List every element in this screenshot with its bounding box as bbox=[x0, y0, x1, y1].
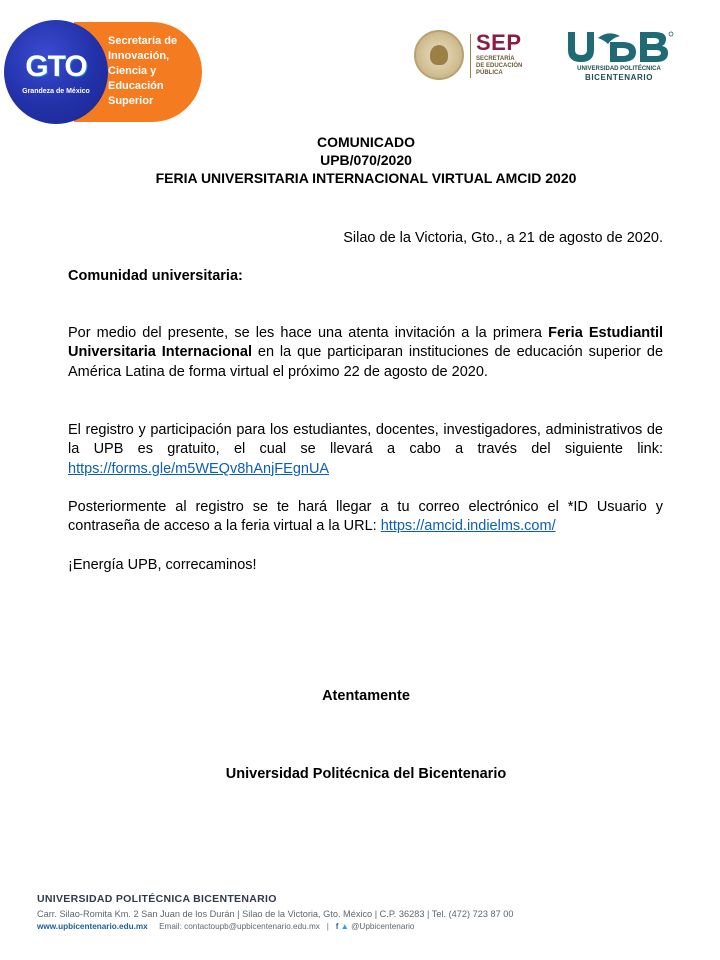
footer-website-link[interactable]: www.upbicentenario.edu.mx bbox=[37, 922, 148, 931]
gto-logo-line: Secretaría de bbox=[108, 35, 178, 47]
document-date: Silao de la Victoria, Gto., a 21 de agosto de 2020. bbox=[343, 230, 663, 246]
registration-link[interactable]: https://forms.gle/m5WEQv8hAnjFEgnUA bbox=[68, 460, 330, 477]
greeting: Comunidad universitaria: bbox=[68, 268, 243, 284]
footer-contact-line bbox=[37, 922, 677, 931]
paragraph-text: El registro y participación para los estudiantes, docentes, investigadores, administrativos de la UPB es gratuito, el cual se llevará a cabo a través del siguiente link: bbox=[68, 422, 663, 458]
paragraph-invitation bbox=[68, 324, 663, 382]
mexico-seal-icon bbox=[414, 30, 464, 80]
footer-separator bbox=[150, 922, 157, 931]
upb-logo-line: UNIVERSIDAD POLITÉCNICA bbox=[577, 66, 661, 72]
upb-logo-mark-icon bbox=[564, 28, 674, 66]
document-heading bbox=[0, 133, 720, 187]
gto-logo-tagline: Grandeza de México bbox=[22, 88, 90, 95]
gto-logo-line: Ciencia y bbox=[108, 65, 157, 77]
paragraph-text: en la que participaran instituciones de educación superior de América Latina de forma virtual el próximo 22 de agosto de 2020. bbox=[68, 344, 664, 380]
paragraph-motto: ¡Energía UPB, correcaminos! bbox=[68, 557, 257, 573]
sep-logo-subtitle bbox=[476, 56, 522, 77]
gto-logo bbox=[4, 20, 202, 124]
sep-logo-line: DE EDUCACIÓN bbox=[476, 63, 523, 69]
heading-line-comunicado: COMUNICADO bbox=[317, 134, 415, 150]
eagle-icon bbox=[430, 45, 448, 65]
facebook-icon[interactable]: f bbox=[335, 922, 339, 931]
gto-logo-line: Innovación, bbox=[108, 50, 170, 62]
sep-logo-word: SEP bbox=[476, 30, 522, 55]
signature: Universidad Politécnica del Bicentenario bbox=[225, 766, 507, 782]
sep-logo-line: PÚBLICA bbox=[476, 70, 503, 76]
footer-email[interactable]: Email: contactoupb@upbicentenario.edu.mx bbox=[159, 922, 320, 931]
footer-title: UNIVERSIDAD POLITÉCNICA BICENTENARIO bbox=[37, 893, 277, 905]
closing: Atentamente bbox=[322, 688, 410, 704]
twitter-icon[interactable]: ▲ bbox=[340, 922, 349, 931]
virtual-fair-link[interactable]: https://amcid.indielms.com/ bbox=[380, 518, 556, 535]
heading-line-subject: FERIA UNIVERSITARIA INTERNACIONAL VIRTUAL AMCID 2020 bbox=[155, 170, 577, 186]
upb-logo bbox=[564, 26, 674, 82]
sep-logo-divider bbox=[470, 34, 471, 78]
event-name-bold: Feria Estudiantil Universitaria Internacional bbox=[68, 325, 663, 361]
upb-logo-line: BICENTENARIO bbox=[584, 73, 654, 82]
paragraph-access bbox=[68, 498, 663, 537]
gto-logo-mark: GTO bbox=[25, 50, 87, 83]
gto-logo-line: Educación bbox=[108, 80, 164, 92]
heading-line-reference: UPB/070/2020 bbox=[320, 152, 412, 168]
footer-separator: | bbox=[322, 922, 334, 931]
footer bbox=[37, 893, 677, 931]
paragraph-text: Posteriormente al registro se te hará llegar a tu correo electrónico el *ID Usuario y contraseña de acceso a la feria virtual a la URL: bbox=[68, 499, 663, 535]
footer-social-handle[interactable]: @Upbicentenario bbox=[351, 922, 415, 931]
sep-logo-line: SECRETARÍA bbox=[476, 56, 515, 62]
sep-logo bbox=[414, 30, 534, 82]
gto-logo-line: Superior bbox=[108, 95, 154, 107]
footer-address: Carr. Silao-Romita Km. 2 San Juan de los Durán | Silao de la Victoria, Gto. México | C.P. 36283 | Tel. (472) 723 87 00 bbox=[37, 909, 514, 919]
gto-logo-text bbox=[108, 34, 200, 109]
upb-logo-subtitle bbox=[564, 66, 674, 82]
paragraph-registration bbox=[68, 421, 663, 479]
paragraph-text: Por medio del presente, se les hace una atenta invitación a la primera bbox=[68, 325, 549, 341]
